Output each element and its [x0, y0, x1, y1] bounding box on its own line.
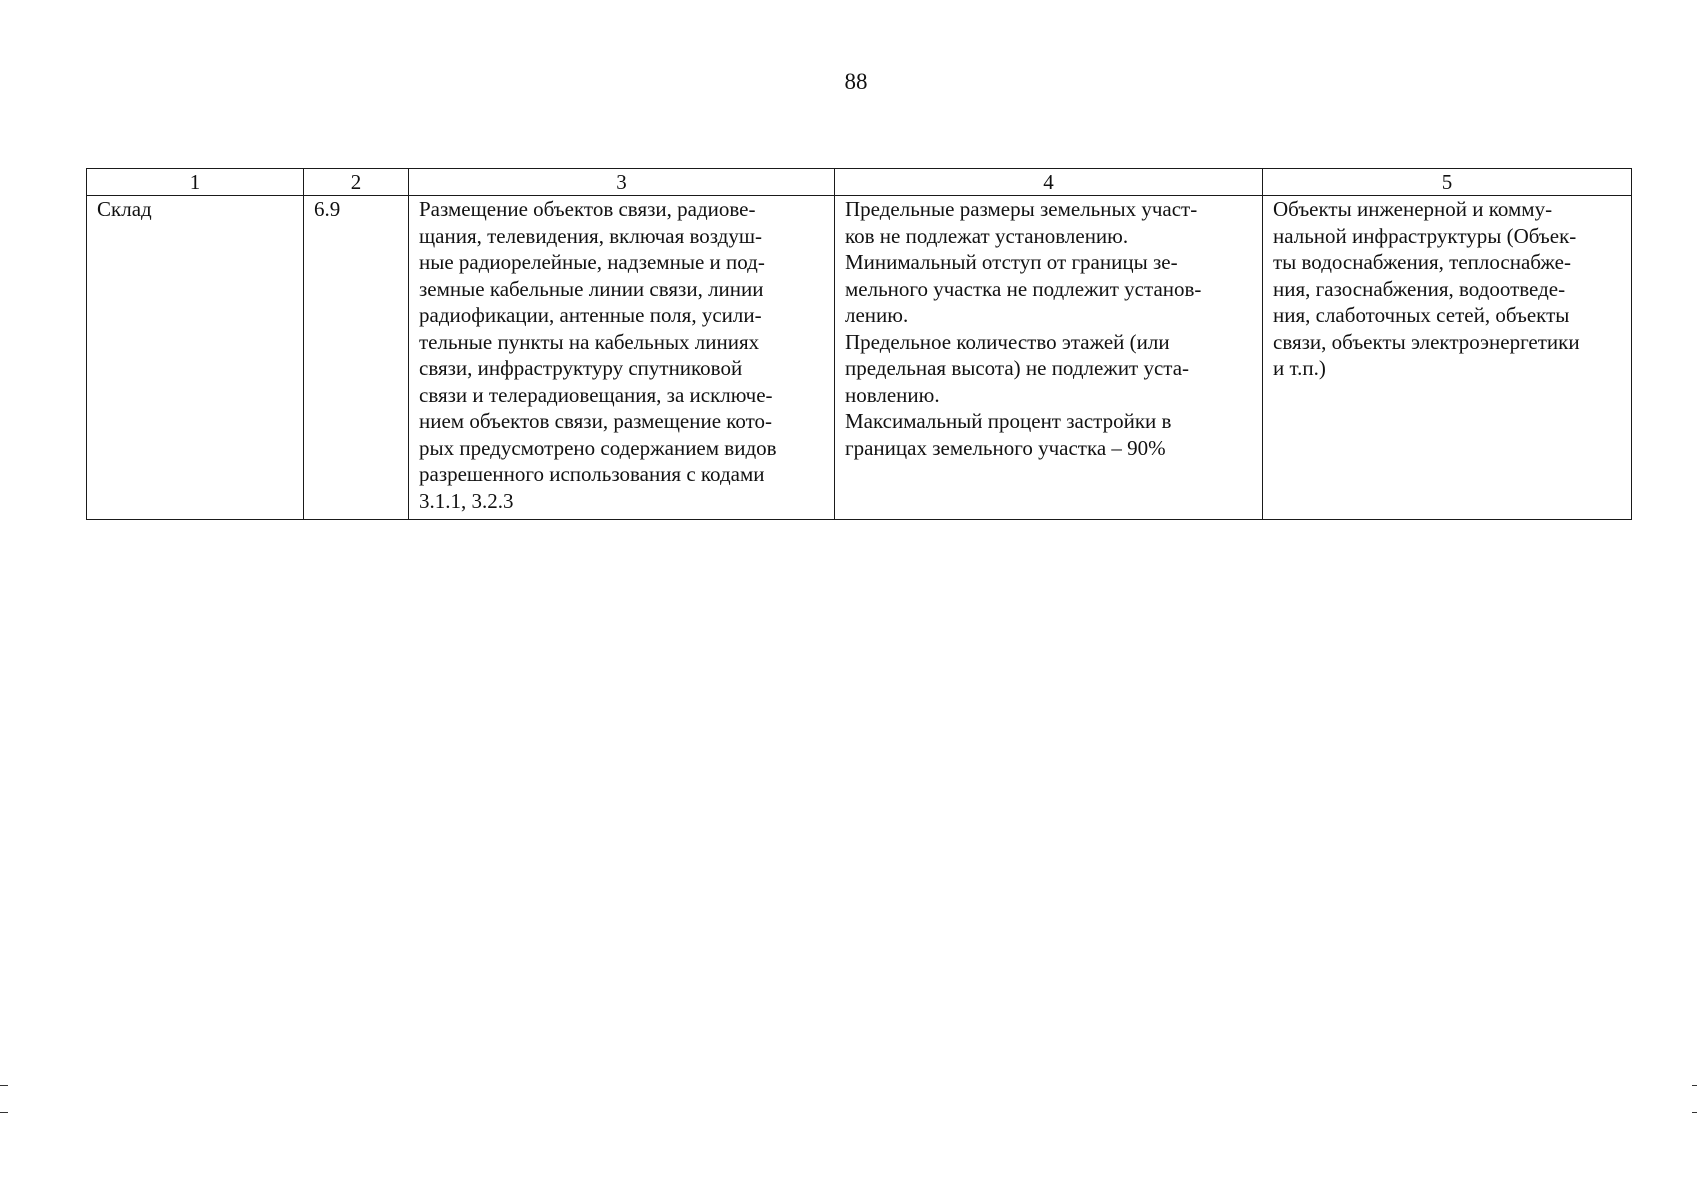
- land-use-name: Склад: [97, 197, 152, 221]
- margin-tick-right-top: [1692, 1085, 1697, 1086]
- infrastructure-objects: Объекты инженерной и комму- нальной инфраструктуры (Объек- ты водоснабжения, теплоснабже- ния, газоснабжения, водоотведе- ния, слаботочных сетей, объекты связи, объекты электроэнергетики и т.п.): [1273, 197, 1580, 380]
- land-use-description-cell: [409, 196, 835, 520]
- zoning-table: [86, 168, 1632, 520]
- table-row: [87, 196, 1632, 520]
- margin-tick-left-bottom: [0, 1112, 8, 1113]
- land-use-description: Размещение объектов связи, радиове- щания, телевидения, включая воздуш- ные радиорелейные, надземные и под- земные кабельные линии связи, линии радиофикации, антенные поля, усили- тельные пункты на кабельных линиях связи, инфраструктуру спутниковой связи и телерадиовещания, за исключе- нием объектов связи, размещение кото- рых предусмотрено содержанием видов разрешенного использования с кодами 3.1.1, 3.2.3: [419, 197, 777, 513]
- column-header: 1: [87, 169, 304, 196]
- land-parameters-cell: [835, 196, 1263, 520]
- column-header: 4: [835, 169, 1263, 196]
- column-header: 5: [1263, 169, 1632, 196]
- land-use-code-cell: [304, 196, 409, 520]
- column-header: 2: [304, 169, 409, 196]
- margin-tick-left-top: [0, 1085, 8, 1086]
- infrastructure-cell: [1263, 196, 1632, 520]
- land-use-code: 6.9: [314, 197, 341, 221]
- column-header: 3: [409, 169, 835, 196]
- page-number: 88: [844, 69, 868, 94]
- table-header-row: [87, 169, 1632, 196]
- land-use-name-cell: [87, 196, 304, 520]
- land-parameters: Предельные размеры земельных участ- ков не подлежат установлению. Минимальный отступ от границы зе- мельного участка не подлежит установ- лению. Предельное количество этажей (или предельная высота) не подлежит уста- новлению. Максимальный процент застройки в границах земельного участка – 90%: [845, 197, 1202, 460]
- margin-tick-right-bottom: [1692, 1112, 1697, 1113]
